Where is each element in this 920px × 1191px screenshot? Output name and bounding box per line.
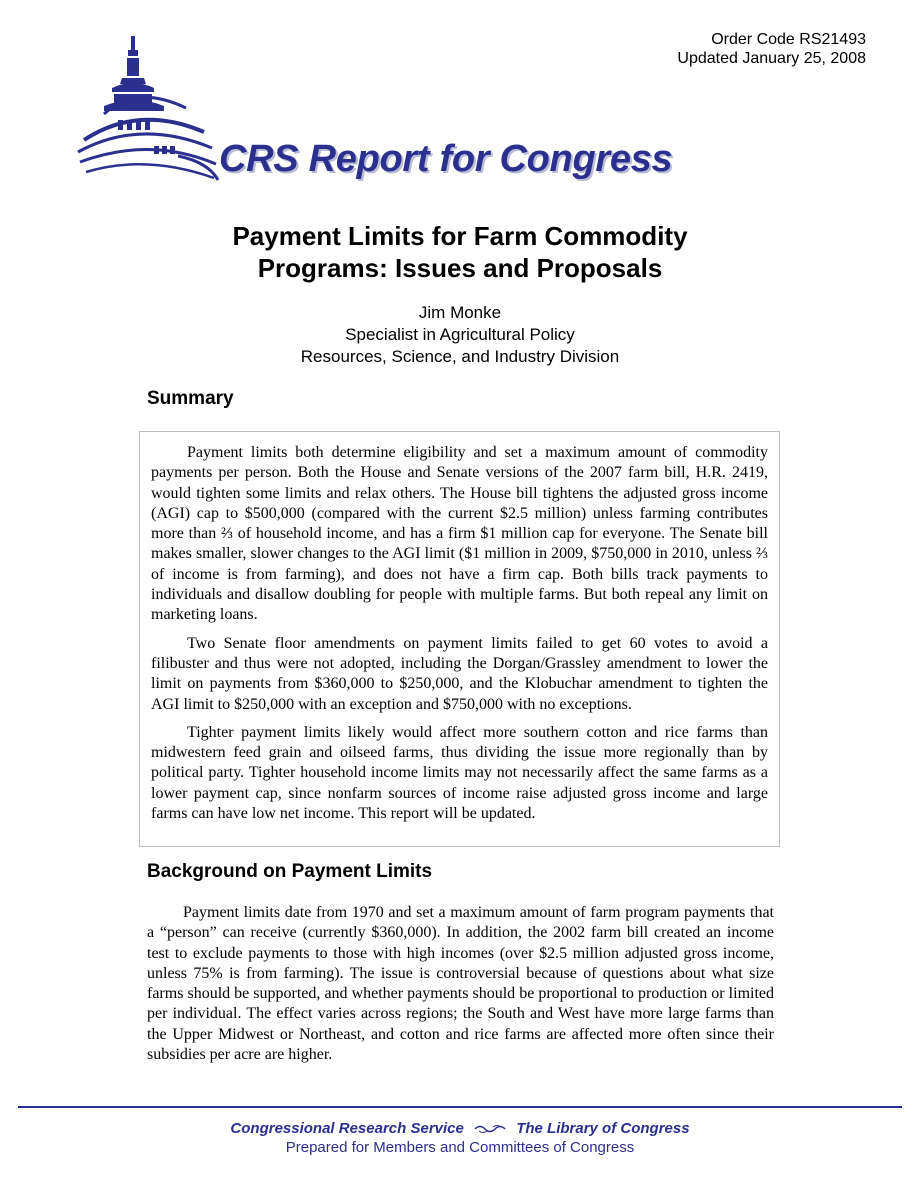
author-name: Jim Monke [418, 303, 502, 322]
order-code: Order Code RS21493 [711, 31, 866, 48]
footer-crs: Congressional Research Service [230, 1120, 464, 1137]
scroll-ornament-icon [473, 1124, 507, 1134]
background-paragraph: Payment limits date from 1970 and set a maximum amount of farm program payments that a “person” can receive (currently $360,000). In addition, the 2002 farm bill created an income test to exclude payments to those with high incomes (over $2.5 million adjusted gross income, unless 75% is from farming). The issue is controversial because of questions about what size farms should be supported, and whether payments should be proportional to production or limited per individual. The effect varies across regions; the South and West have more large farms than the Upper Midwest or Northeast, and cotton and rice farms are affected more often since their subsidies per acre are higher. [147, 904, 774, 1064]
summary-paragraph-2: Two Senate floor amendments on payment limits failed to get 60 votes to avoid a filibuster and thus were not adopted, including the Dorgan/Grassley amendment to lower the limit on payments from $360,000 to $250,000, and the Klobuchar amendment to tighten the AGI limit to $250,000 with an exception and $750,000 with no exceptions. [151, 634, 768, 713]
summary-paragraph-3: Tighter payment limits likely would affect more southern cotton and rice farms than midwestern feed grain and oilseed farms, thus dividing the issue more regionally than by political party. Tighter household income limits may not necessarily affect the same farms as a lower payment cap, since nonfarm sources of income raise adjusted gross income and large farms can have low net income. This report will be updated. [151, 723, 768, 823]
footer-line-2: Prepared for Members and Committees of Congress [285, 1139, 635, 1156]
footer-line-1 [0, 1120, 920, 1137]
background-section [147, 903, 774, 1065]
author-position: Specialist in Agricultural Policy [345, 325, 575, 344]
author-division: Resources, Science, and Industry Division [300, 347, 620, 366]
updated-date: Updated January 25, 2008 [677, 50, 866, 67]
footer-rule [18, 1106, 902, 1108]
capitol-dome-logo-icon [74, 28, 224, 188]
summary-box [139, 431, 780, 847]
crs-brand-title: CRS Report for Congress [219, 138, 673, 180]
summary-heading: Summary [147, 388, 234, 409]
report-title [0, 220, 920, 284]
author-block [0, 302, 920, 368]
order-code-block [677, 30, 866, 68]
title-line-2: Programs: Issues and Proposals [257, 253, 663, 283]
title-line-1: Payment Limits for Farm Commodity [232, 221, 688, 251]
summary-paragraph-1: Payment limits both determine eligibility and set a maximum amount of commodity payments per person. Both the House and Senate versions of the 2007 farm bill, H.R. 2419, would tighten some limits and relax others. The House bill tightens the adjusted gross income (AGI) cap to $500,000 (compared with the current $2.5 million) unless farming contributes more than ⅔ of household income, and has a firm $1 million cap for everyone. The Senate bill makes smaller, slower changes to the AGI limit ($1 million in 2009, $750,000 in 2010, unless ⅔ of income is from farming), and does not have a firm cap. Both bills track payments to individuals and disallow doubling for people with multiple farms. But both repeal any limit on marketing loans. [151, 444, 768, 624]
background-heading: Background on Payment Limits [147, 861, 433, 882]
footer-loc: The Library of Congress [516, 1120, 690, 1137]
